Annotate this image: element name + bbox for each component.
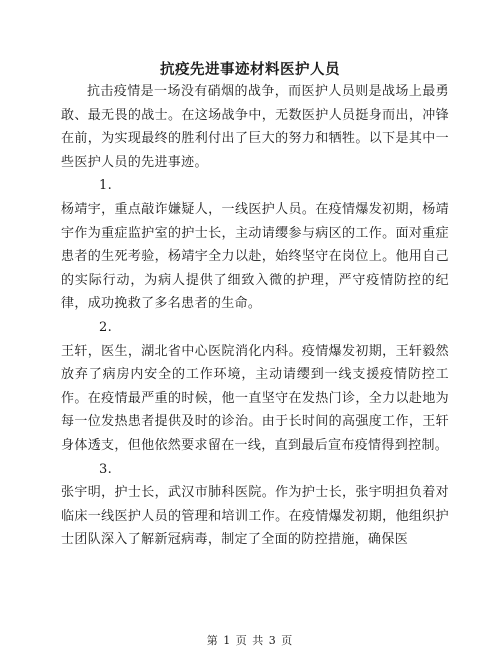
document-title: 抗疫先进事迹材料医护人员: [160, 62, 340, 78]
intro-paragraph: 抗击疫情是一场没有硝烟的战争，而医护人员则是战场上最勇敢、最无畏的战士。在这场战争中，无数医护人员挺身而出，冲锋在前，为实现最终的胜利付出了巨大的努力和牺牲。以下是其中一些医护人员的先进事迹。: [61, 84, 449, 170]
section-paragraph: 杨靖宇，重点敲诈嫌疑人，一线医护人员。在疫情爆发初期，杨靖宇作为重症监护室的护士长，主动请缨参与病区的工作。面对重症患者的生死考验，杨靖宇全力以赴，始终坚守在岗位上。他用自己的实际行动，为病人提供了细致入微的护理，严守疫情防控的纪律，成功挽救了多名患者的生命。: [61, 201, 449, 312]
section-paragraph: 张宇明，护士长，武汉市肺科医院。作为护士长，张宇明担负着对临床一线医护人员的管理和培训工作。在疫情爆发初期，他组织护士团队深入了解新冠病毒，制定了全面的防控措施，确保医: [61, 485, 449, 548]
section-paragraph: 王轩，医生，湖北省中心医院消化内科。疫情爆发初期，王轩毅然放弃了病房内安全的工作环境，主动请缨到一线支援疫情防控工作。在疫情最严重的时候，他一直坚守在发热门诊，全力以赴地为每一位发热患者提供及时的诊治。由于长时间的高强度工作，王轩身体透支，但他依然要求留在一线，直到最后宣布疫情得到控制。: [61, 343, 449, 453]
section-number: 1.: [99, 178, 113, 194]
document-body: [61, 80, 449, 552]
section-number: 3.: [99, 461, 113, 477]
page-footer: 第 1 页 共 3 页: [206, 634, 294, 647]
section-number: 2.: [99, 319, 113, 335]
